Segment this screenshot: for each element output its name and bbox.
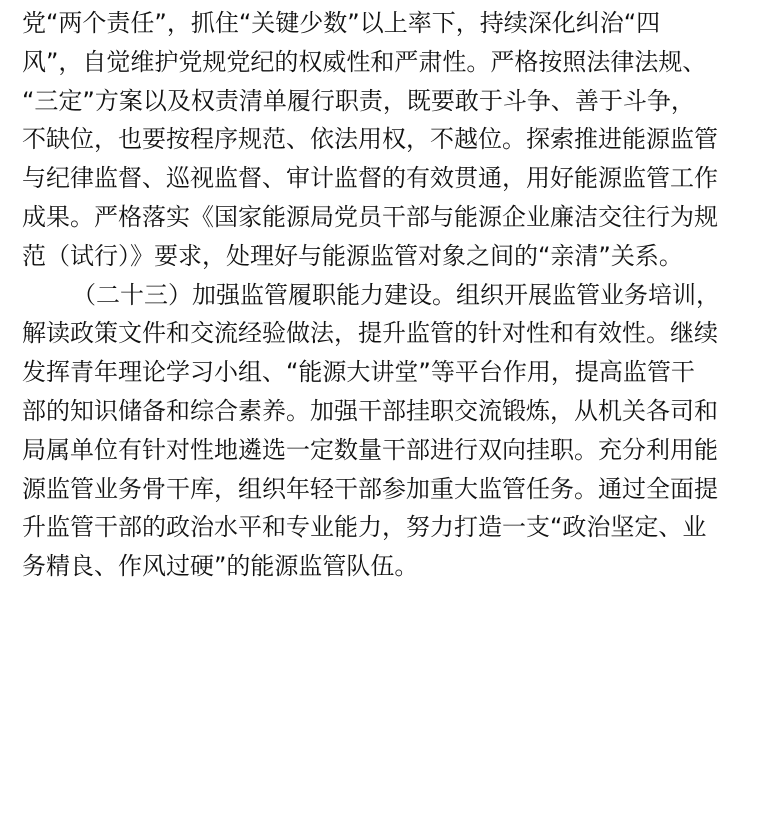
paragraph-1-line: 风”，自觉维护党规党纪的权威性和严肃性。严格按照法律法规、	[22, 47, 707, 76]
paragraph-1-line: 成果。严格落实《国家能源局党员干部与能源企业廉洁交往行为规	[22, 202, 718, 231]
paragraph-2-line: 局属单位有针对性地遴选一定数量干部进行双向挂职。充分利用能	[22, 435, 718, 464]
paragraph-1	[22, 4, 757, 276]
paragraph-1-line: 与纪律监督、巡视监督、审计监督的有效贯通，用好能源监管工作	[22, 164, 718, 193]
paragraph-1-line: “三定”方案以及权责清单履行职责，既要敢于斗争、善于斗争，	[22, 86, 695, 115]
document-body	[22, 4, 757, 586]
paragraph-1-line: 范（试行）》要求，处理好与能源监管对象之间的“亲清”关系。	[22, 241, 683, 270]
paragraph-2-line: 升监管干部的政治水平和专业能力，努力打造一支“政治坚定、业	[22, 513, 707, 542]
paragraph-2-line: 部的知识储备和综合素养。加强干部挂职交流锻炼，从机关各司和	[22, 396, 718, 425]
paragraph-2-line: 源监管业务骨干库，组织年轻干部参加重大监管任务。通过全面提	[22, 474, 718, 503]
paragraph-2-line: 务精良、作风过硬”的能源监管队伍。	[22, 552, 419, 581]
paragraph-2-line: 解读政策文件和交流经验做法，提升监管的针对性和有效性。继续	[22, 319, 718, 348]
paragraph-1-line: 党“两个责任”，抓住“关键少数”以上率下，持续深化纠治“四	[22, 9, 661, 37]
paragraph-1-line: 不缺位，也要按程序规范、依法用权，不越位。探索推进能源监管	[22, 125, 718, 154]
paragraph-2-line: 发挥青年理论学习小组、“能源大讲堂”等平台作用，提高监管干	[22, 358, 695, 387]
paragraph-2	[22, 276, 757, 586]
paragraph-2-line: （二十三）加强监管履职能力建设。组织开展监管业务培训，	[72, 280, 720, 309]
